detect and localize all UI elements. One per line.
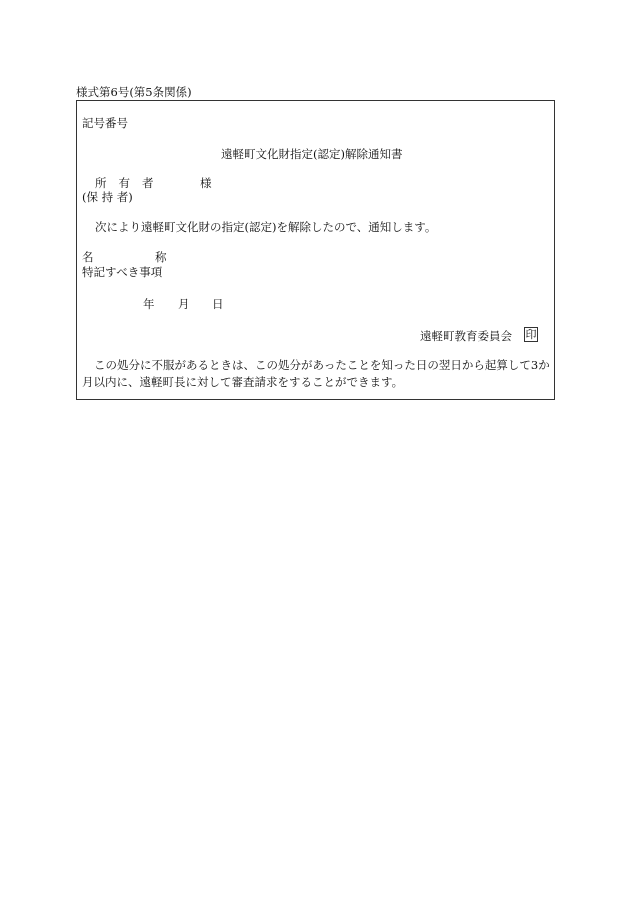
date-month-label: 月 — [178, 297, 190, 311]
notice-form-frame — [76, 100, 555, 400]
document-title: 遠軽町文化財指定(認定)解除通知書 — [221, 147, 403, 161]
name-field-label-part-2: 称 — [155, 250, 167, 264]
owner-label — [95, 177, 154, 191]
holder-label: (保 持 者) — [82, 190, 133, 204]
seal-stamp-icon: 印 — [525, 328, 537, 341]
record-number-label: 記号番号 — [82, 116, 128, 130]
owner-label-char-2: 有 — [118, 176, 130, 190]
form-number-caption: 様式第6号(第5条関係) — [76, 85, 192, 99]
issuer-name: 遠軽町教育委員会 — [420, 329, 512, 343]
owner-label-char-1: 所 — [95, 176, 107, 190]
appeal-notice: この処分に不服があるときは、この処分があったことを知った日の翌日から起算して3か月以内に、遠軽町長に対して審査請求をすることができます。 — [82, 358, 550, 389]
owner-label-char-3: 者 — [142, 176, 154, 190]
date-year-label: 年 — [143, 297, 155, 311]
owner-honorific: 様 — [200, 176, 212, 190]
date-day-label: 日 — [212, 297, 224, 311]
name-field-label-part-1: 名 — [82, 250, 94, 264]
remarks-field-label: 特記すべき事項 — [82, 265, 163, 279]
notice-statement: 次により遠軽町文化財の指定(認定)を解除したので、通知します。 — [95, 220, 437, 234]
